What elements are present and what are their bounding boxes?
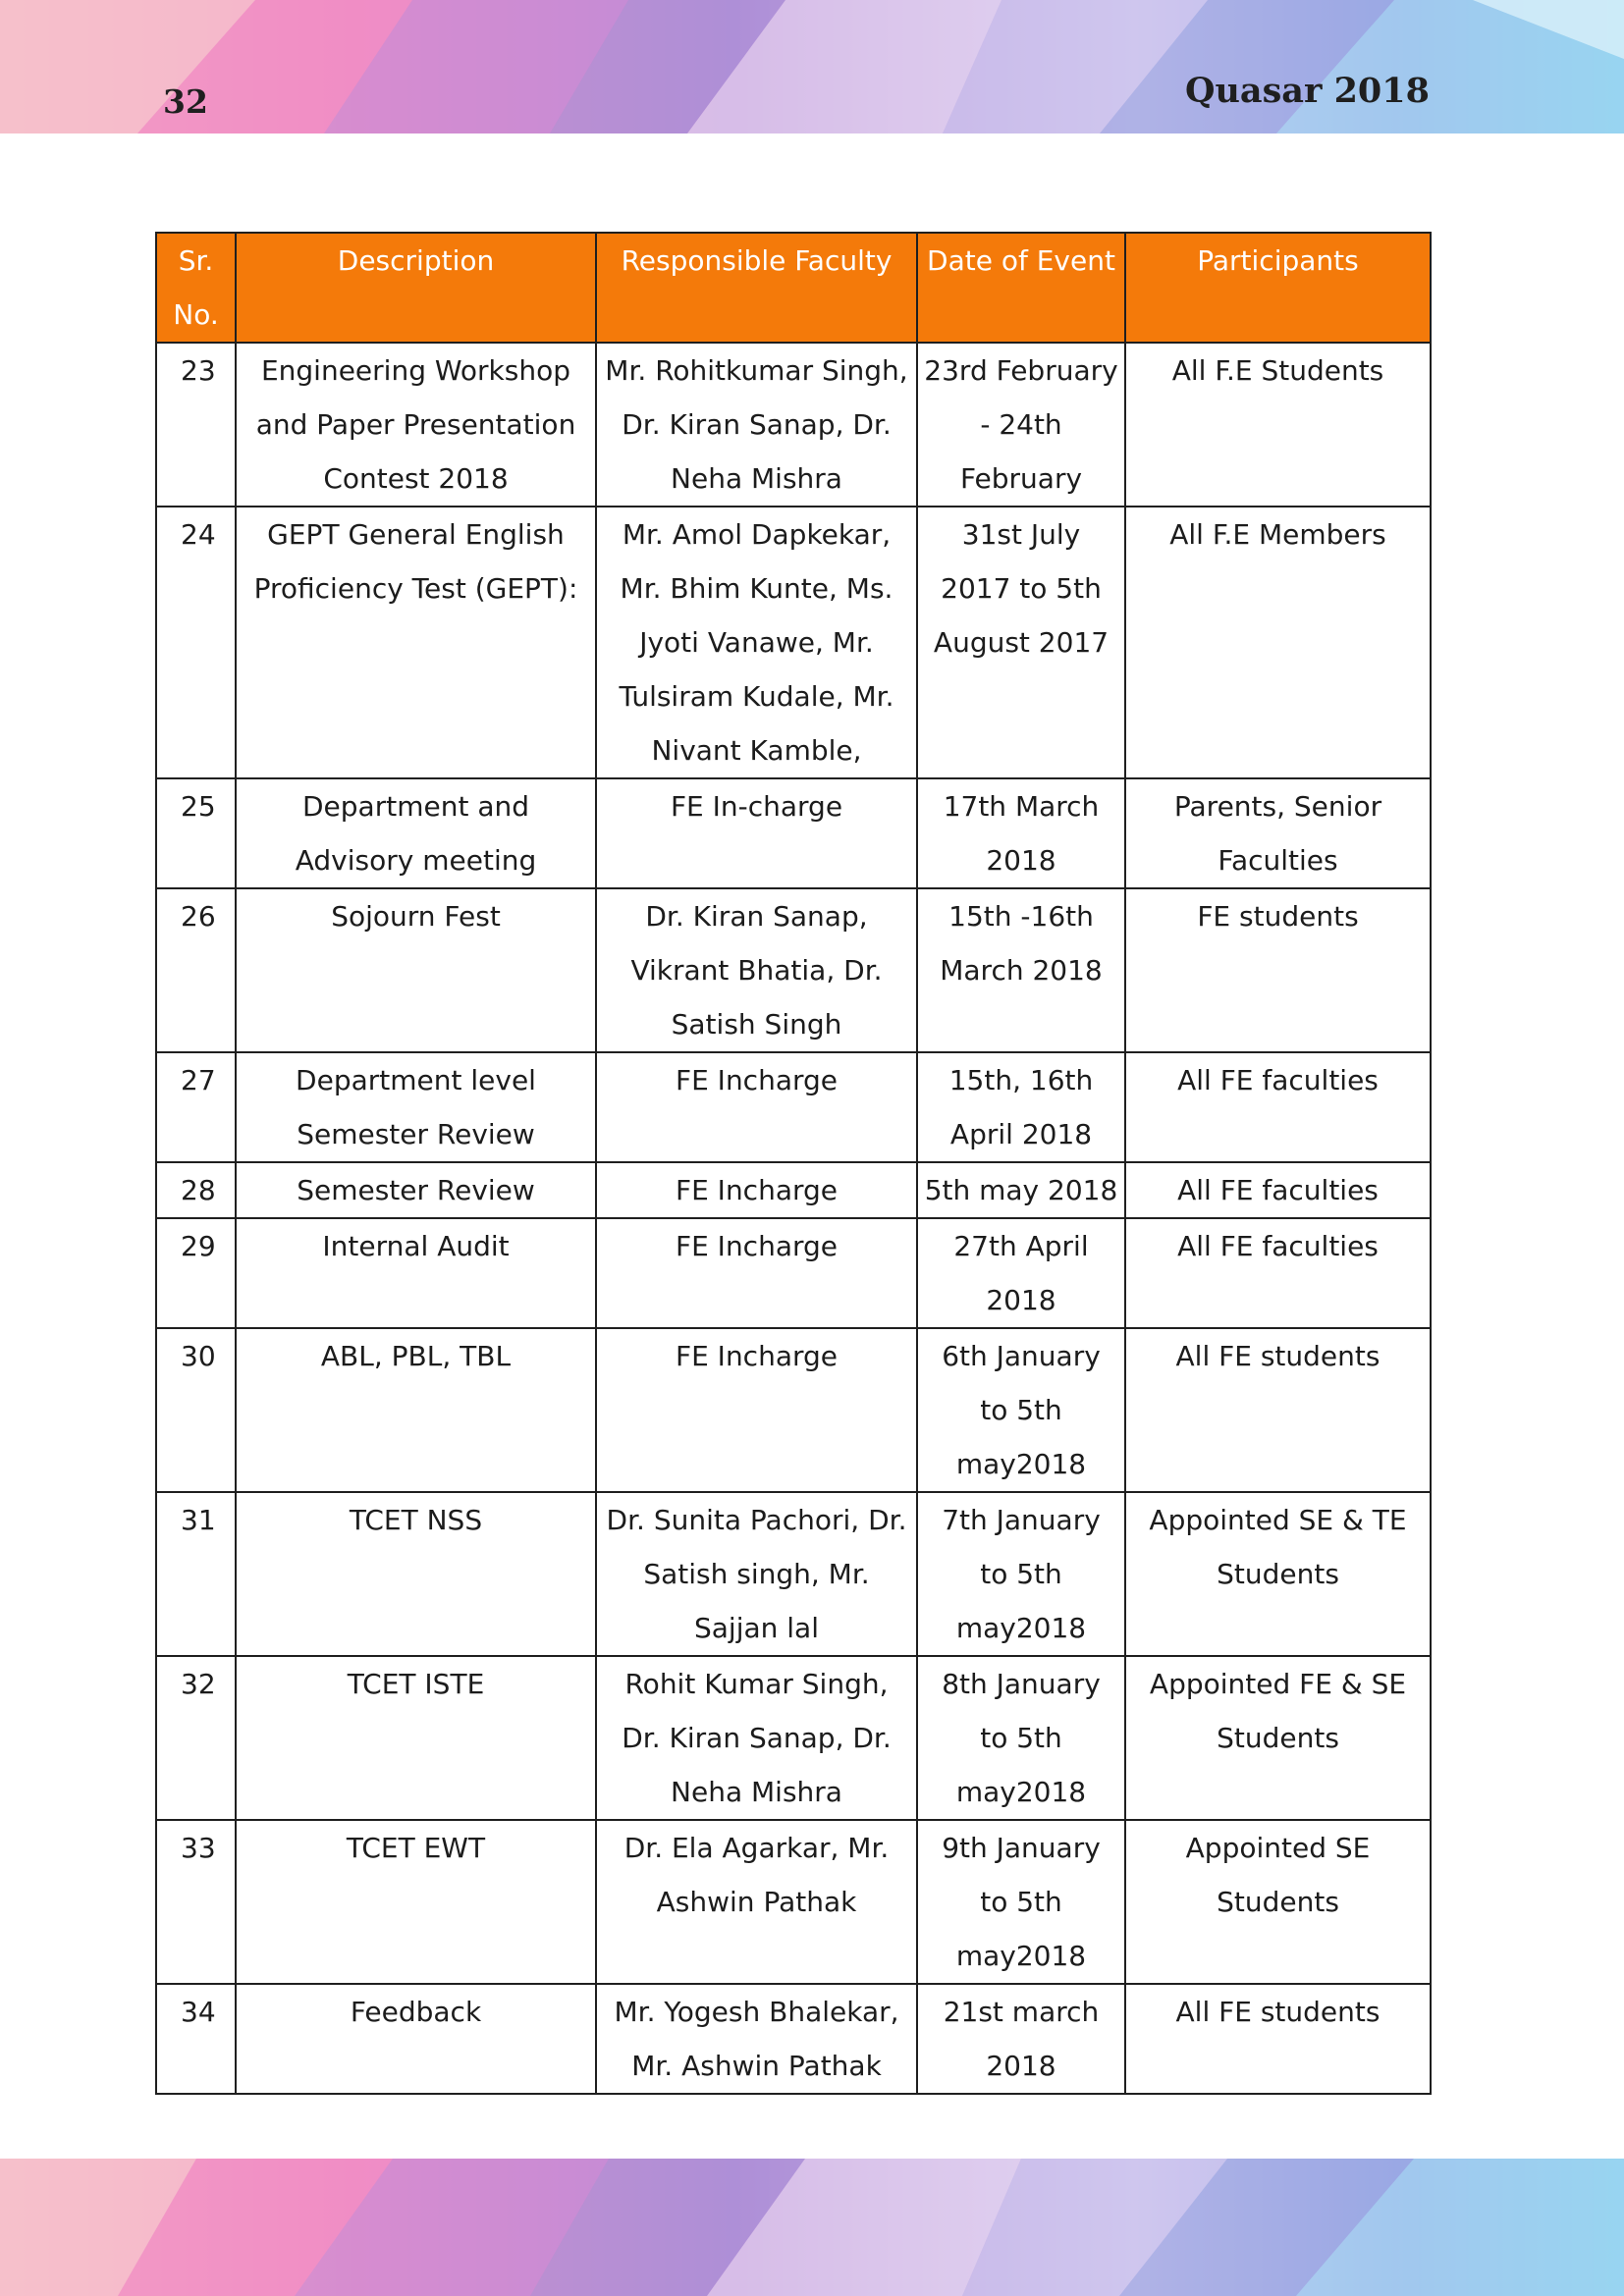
cell-participants: All FE faculties (1125, 1052, 1431, 1162)
table-row (156, 343, 1431, 507)
cell-sr-no: 23 (156, 343, 236, 507)
cell-description: TCET ISTE (236, 1656, 596, 1820)
page-number: 32 (163, 82, 208, 121)
table-row (156, 1984, 1431, 2094)
cell-participants: All FE students (1125, 1328, 1431, 1492)
cell-sr-no: 28 (156, 1162, 236, 1218)
table-row (156, 888, 1431, 1052)
column-header-participants: Participants (1125, 233, 1431, 343)
cell-faculty: FE Incharge (596, 1328, 917, 1492)
column-header-description: Description (236, 233, 596, 343)
cell-faculty: Mr. Yogesh Bhalekar, Mr. Ashwin Pathak (596, 1984, 917, 2094)
cell-participants: All FE students (1125, 1984, 1431, 2094)
cell-participants: All FE faculties (1125, 1162, 1431, 1218)
events-table (155, 232, 1432, 2095)
cell-date: 6th January to 5th may2018 (917, 1328, 1125, 1492)
cell-participants: Parents, Senior Faculties (1125, 778, 1431, 888)
table-row (156, 1328, 1431, 1492)
column-header-sr-no: Sr. No. (156, 233, 236, 343)
cell-description: ABL, PBL, TBL (236, 1328, 596, 1492)
cell-date: 15th -16th March 2018 (917, 888, 1125, 1052)
cell-faculty: FE In-charge (596, 778, 917, 888)
cell-sr-no: 32 (156, 1656, 236, 1820)
cell-sr-no: 26 (156, 888, 236, 1052)
cell-description: GEPT General English Proficiency Test (GEPT): (236, 507, 596, 778)
cell-sr-no: 33 (156, 1820, 236, 1984)
cell-description: Engineering Workshop and Paper Presentation Contest 2018 (236, 343, 596, 507)
cell-faculty: Dr. Ela Agarkar, Mr. Ashwin Pathak (596, 1820, 917, 1984)
cell-participants: All F.E Students (1125, 343, 1431, 507)
cell-faculty: Dr. Kiran Sanap, Vikrant Bhatia, Dr. Satish Singh (596, 888, 917, 1052)
cell-description: Department and Advisory meeting (236, 778, 596, 888)
cell-description: TCET NSS (236, 1492, 596, 1656)
header-banner (0, 0, 1624, 133)
cell-faculty: FE Incharge (596, 1162, 917, 1218)
cell-date: 21st march 2018 (917, 1984, 1125, 2094)
footer-banner (0, 2159, 1624, 2296)
cell-date: 31st July 2017 to 5th August 2017 (917, 507, 1125, 778)
cell-sr-no: 31 (156, 1492, 236, 1656)
table-row (156, 1492, 1431, 1656)
table-header-row (156, 233, 1431, 343)
cell-description: Sojourn Fest (236, 888, 596, 1052)
table-row (156, 1218, 1431, 1328)
table-row (156, 507, 1431, 778)
cell-faculty: FE Incharge (596, 1052, 917, 1162)
cell-description: Feedback (236, 1984, 596, 2094)
cell-sr-no: 30 (156, 1328, 236, 1492)
cell-sr-no: 29 (156, 1218, 236, 1328)
table-row (156, 1052, 1431, 1162)
cell-faculty: Mr. Amol Dapkekar, Mr. Bhim Kunte, Ms. Jyoti Vanawe, Mr. Tulsiram Kudale, Mr. Nivant Kamble, (596, 507, 917, 778)
cell-faculty: Dr. Sunita Pachori, Dr. Satish singh, Mr. Sajjan lal (596, 1492, 917, 1656)
cell-sr-no: 27 (156, 1052, 236, 1162)
cell-date: 27th April 2018 (917, 1218, 1125, 1328)
cell-date: 17th March 2018 (917, 778, 1125, 888)
cell-participants: Appointed SE & TE Students (1125, 1492, 1431, 1656)
table-row (156, 778, 1431, 888)
cell-participants: FE students (1125, 888, 1431, 1052)
table-row (156, 1656, 1431, 1820)
table-row (156, 1162, 1431, 1218)
cell-description: Semester Review (236, 1162, 596, 1218)
cell-participants: All FE faculties (1125, 1218, 1431, 1328)
column-header-date-of-event: Date of Event (917, 233, 1125, 343)
cell-participants: Appointed SE Students (1125, 1820, 1431, 1984)
cell-participants: Appointed FE & SE Students (1125, 1656, 1431, 1820)
cell-description: Department level Semester Review (236, 1052, 596, 1162)
cell-sr-no: 24 (156, 507, 236, 778)
cell-faculty: Mr. Rohitkumar Singh, Dr. Kiran Sanap, Dr. Neha Mishra (596, 343, 917, 507)
cell-faculty: FE Incharge (596, 1218, 917, 1328)
cell-date: 5th may 2018 (917, 1162, 1125, 1218)
cell-participants: All F.E Members (1125, 507, 1431, 778)
cell-description: Internal Audit (236, 1218, 596, 1328)
cell-sr-no: 34 (156, 1984, 236, 2094)
cell-date: 7th January to 5th may2018 (917, 1492, 1125, 1656)
cell-faculty: Rohit Kumar Singh, Dr. Kiran Sanap, Dr. Neha Mishra (596, 1656, 917, 1820)
cell-date: 8th January to 5th may2018 (917, 1656, 1125, 1820)
cell-date: 15th, 16th April 2018 (917, 1052, 1125, 1162)
cell-description: TCET EWT (236, 1820, 596, 1984)
cell-date: 9th January to 5th may2018 (917, 1820, 1125, 1984)
table-row (156, 1820, 1431, 1984)
document-title: Quasar 2018 (1184, 71, 1430, 111)
cell-sr-no: 25 (156, 778, 236, 888)
column-header-responsible-faculty: Responsible Faculty (596, 233, 917, 343)
cell-date: 23rd February - 24th February (917, 343, 1125, 507)
